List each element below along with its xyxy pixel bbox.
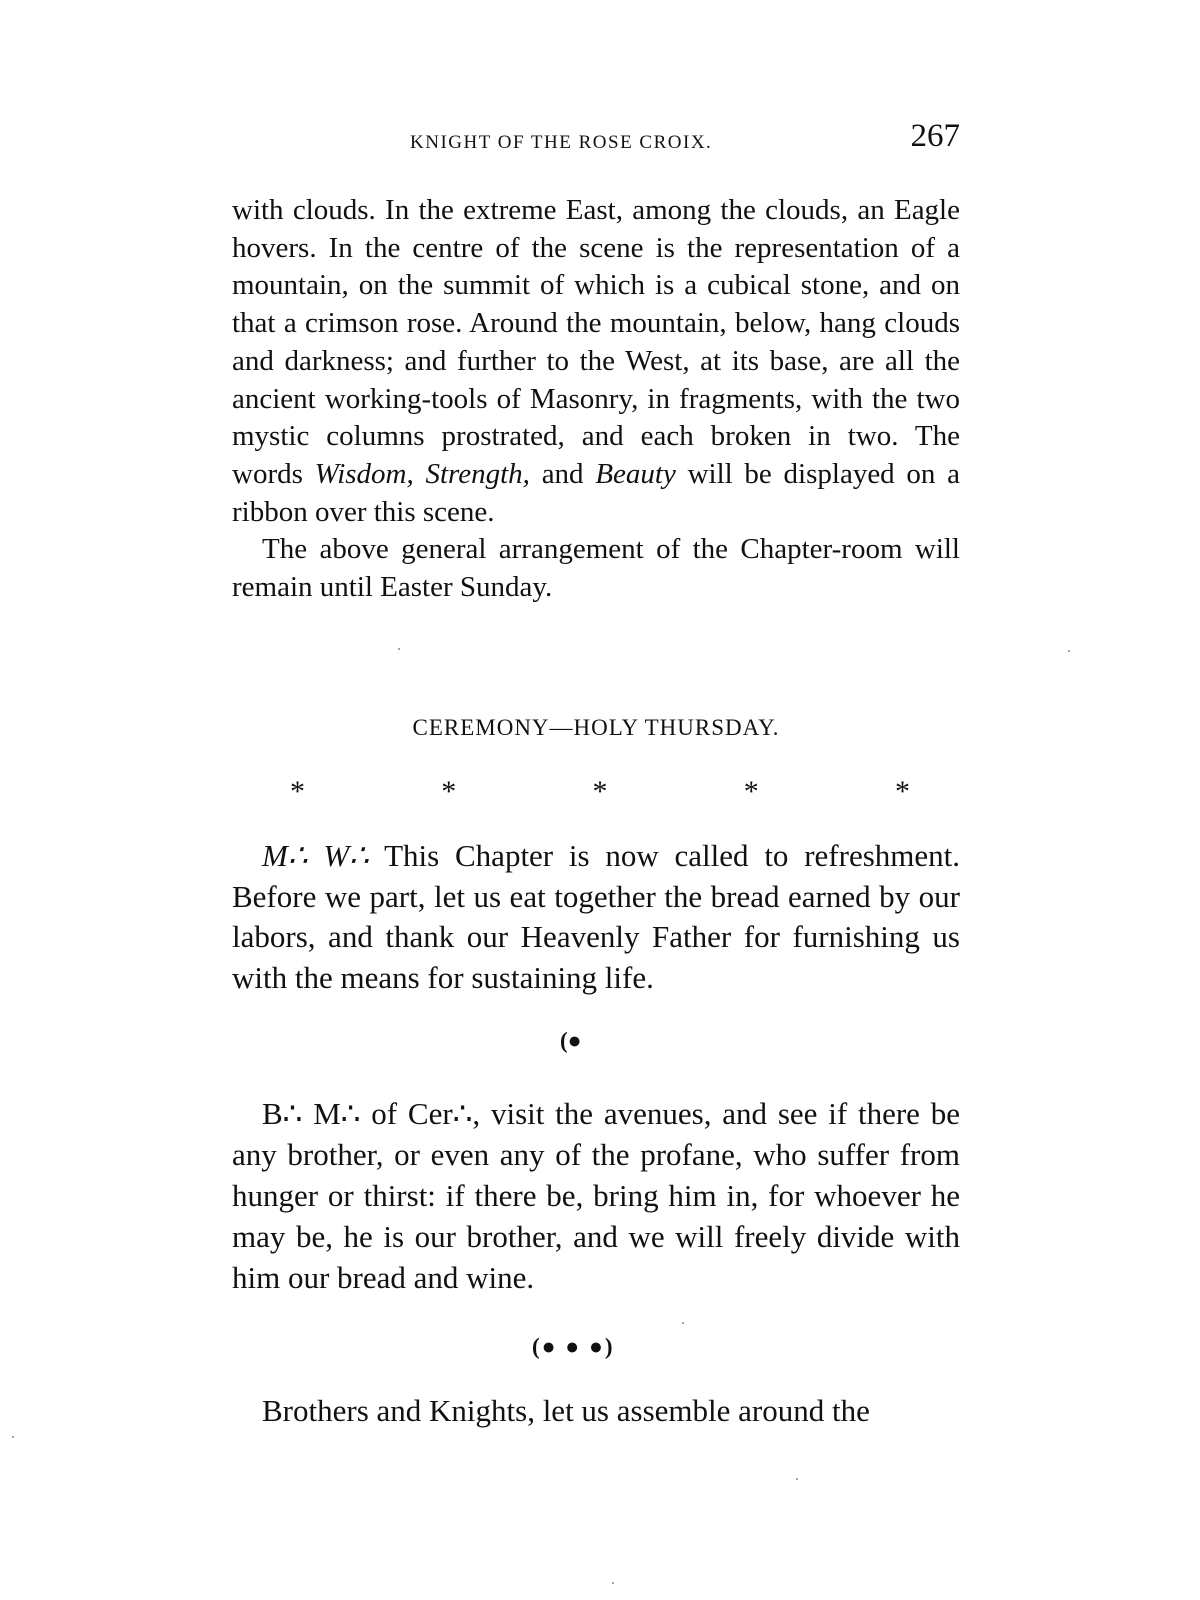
running-head: KNIGHT OF THE ROSE CROIX. [410, 132, 713, 153]
speech-master [232, 836, 960, 998]
asterisk: * [592, 775, 608, 808]
paragraph-avenues: B∴ M∴ of Cer∴, visit the avenues, and see if there be any brother, or even any of the profane, who suffer from hunger or thirst: if there be, bring him in, for whoever he may be, he is our brother, and we will freely divide with him our bread and wine. [232, 1096, 960, 1295]
word-beauty: Beauty [595, 457, 676, 490]
asterisk: * [743, 775, 759, 808]
paragraph-assemble: Brothers and Knights, let us assemble around the [262, 1393, 870, 1428]
knock-signal-three: (● ● ●) [532, 1334, 615, 1359]
asterism-divider [290, 775, 910, 809]
scene-text: with clouds. In the extreme East, among the clouds, an Eagle hovers. In the centre of the scene is the representation of a mountain, on the summit of which is a cubical stone, and on that a crimson rose. Around the mountain, below, hang clouds and darkness; and further to the West, at its base, are all the ancient working-tools of Masonry, in fragments, with the two mystic columns prostrated, and each broken in two. The words [232, 194, 960, 490]
page-number: 267 [910, 118, 960, 154]
print-speck [1068, 650, 1070, 652]
speech-text: This Chapter is now called to refreshment. Before we part, let us eat together the bread earned by our labors, and thank our Heavenly Father for furnishing us with the means for sustaining life. [232, 838, 960, 995]
word-strength: Strength, [425, 457, 530, 490]
asterisk: * [441, 775, 457, 808]
print-speck [612, 1582, 614, 1584]
page-header [230, 118, 970, 162]
print-speck [796, 1478, 798, 1480]
word-wisdom: Wisdom, [314, 457, 414, 490]
section-heading: CEREMONY—HOLY THURSDAY. [412, 715, 780, 740]
paragraph-arrangement: The above general arrangement of the Chapter-room will remain until Easter Sunday. [232, 533, 960, 604]
print-speck [398, 648, 400, 650]
paragraph-refreshment [232, 836, 960, 998]
paragraph-scene-description [232, 192, 960, 531]
speech-assemble [232, 1390, 960, 1431]
asterisk: * [290, 775, 305, 808]
print-speck [682, 1322, 684, 1324]
speech-ceremonies [232, 1093, 960, 1298]
speaker-label: M∴ W∴ [262, 838, 369, 873]
knock-signal-one: (● [560, 1028, 582, 1053]
print-speck [12, 1436, 14, 1438]
asterisk: * [895, 775, 910, 808]
opening-paragraphs [232, 192, 960, 607]
scene-text-end: will be displayed on a ribbon over this scene. [232, 457, 961, 528]
word-and: and [541, 457, 584, 490]
